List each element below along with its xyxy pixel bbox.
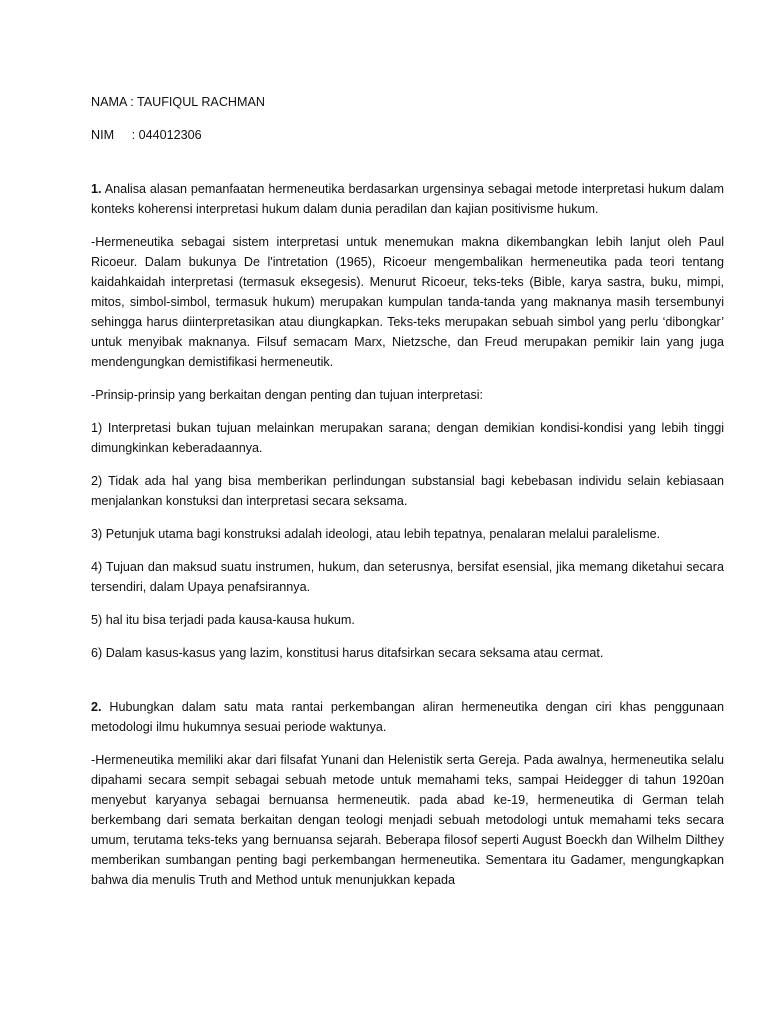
principle-item: 4) Tujuan dan maksud suatu instrumen, hukum, dan seterusnya, bersifat esensial, jika memang diketahui secara tersendiri, dalam Upaya penafsirannya. (91, 560, 724, 594)
principle-item: 5) hal itu bisa terjadi pada kausa-kausa hukum. (91, 613, 355, 627)
question-1 (91, 179, 724, 219)
question-2 (91, 697, 724, 737)
question-2-text: Hubungkan dalam satu mata rantai perkembangan aliran hermeneutika dengan ciri khas penggunaan metodologi ilmu hukumnya sesuai periode waktunya. (91, 700, 724, 734)
question-1-text: Analisa alasan pemanfaatan hermeneutika berdasarkan urgensinya sebagai metode interpretasi hukum dalam konteks koherensi interpretasi hukum dalam dunia peradilan dan kajian positivisme hukum. (91, 182, 724, 216)
question-1-number: 1. (91, 182, 102, 196)
principle-item: 1) Interpretasi bukan tujuan melainkan merupakan sarana; dengan demikian kondisi-kondisi yang lebih tinggi dimungkinkan keberadaannya. (91, 421, 724, 455)
nim-label: NIM (91, 128, 115, 142)
document-body (91, 92, 724, 903)
student-name: NAMA : TAUFIQUL RACHMAN (91, 95, 265, 109)
principles-heading: -Prinsip-prinsip yang berkaitan dengan penting dan tujuan interpretasi: (91, 388, 484, 402)
student-nim (91, 125, 724, 145)
question-2-number: 2. (91, 700, 102, 714)
answer-1-intro: -Hermeneutika sebagai sistem interpretasi untuk menemukan makna dikembangkan lebih lanjut oleh Paul Ricoeur. Dalam bukunya De l'intretation (1965), Ricoeur mengembalikan hermeneutika pada teori tentang kaidahkaidah interpretasi (termasuk eksegesis). Menurut Ricoeur, teks-teks (Bible, karya sastra, buku, mimpi, mitos, simbol-simbol, termasuk hukum) merupakan kumpulan tanda-tanda yang maknanya masih tersembunyi sehingga harus diinterpretasikan atau diungkapkan. Teks-teks merupakan sebuah simbol yang perlu ‘dibongkar’ untuk menyibak maknanya. Filsuf semacam Marx, Nietzsche, dan Freud merupakan pemikir lain yang juga mendengungkan demistifikasi hermeneutik. (91, 235, 724, 369)
principle-item: 3) Petunjuk utama bagi konstruksi adalah ideologi, atau lebih tepatnya, penalaran melalui paralelisme. (91, 527, 661, 541)
nim-value: : 044012306 (131, 128, 202, 142)
principle-item: 2) Tidak ada hal yang bisa memberikan perlindungan substansial bagi kebebasan individu selain kebiasaan menjalankan konstuksi dan interpretasi secara seksama. (91, 474, 724, 508)
answer-2-intro: -Hermeneutika memiliki akar dari filsafat Yunani dan Helenistik serta Gereja. Pada awalnya, hermeneutika selalu dipahami secara sempit sebagai sebuah metode untuk memahami teks, sampai Heidegger di tahun 1920an menyebut karyanya sebagai bernuansa hermeneutik. pada abad ke-19, hermeneutika di German telah berkembang dari semata berkaitan dengan teologi menjadi sebuah metodologi untuk memahami teks secara umum, terutama teks-teks yang bernuansa sejarah. Beberapa filosof seperti August Boeckh dan Wilhelm Dilthey memberikan sumbangan penting bagi perkembangan hermeneutika. Sementara itu Gadamer, mengungkapkan bahwa dia menulis Truth and Method untuk menunjukkan kepada (91, 753, 724, 887)
principle-item: 6) Dalam kasus-kasus yang lazim, konstitusi harus ditafsirkan secara seksama atau cermat. (91, 646, 604, 660)
